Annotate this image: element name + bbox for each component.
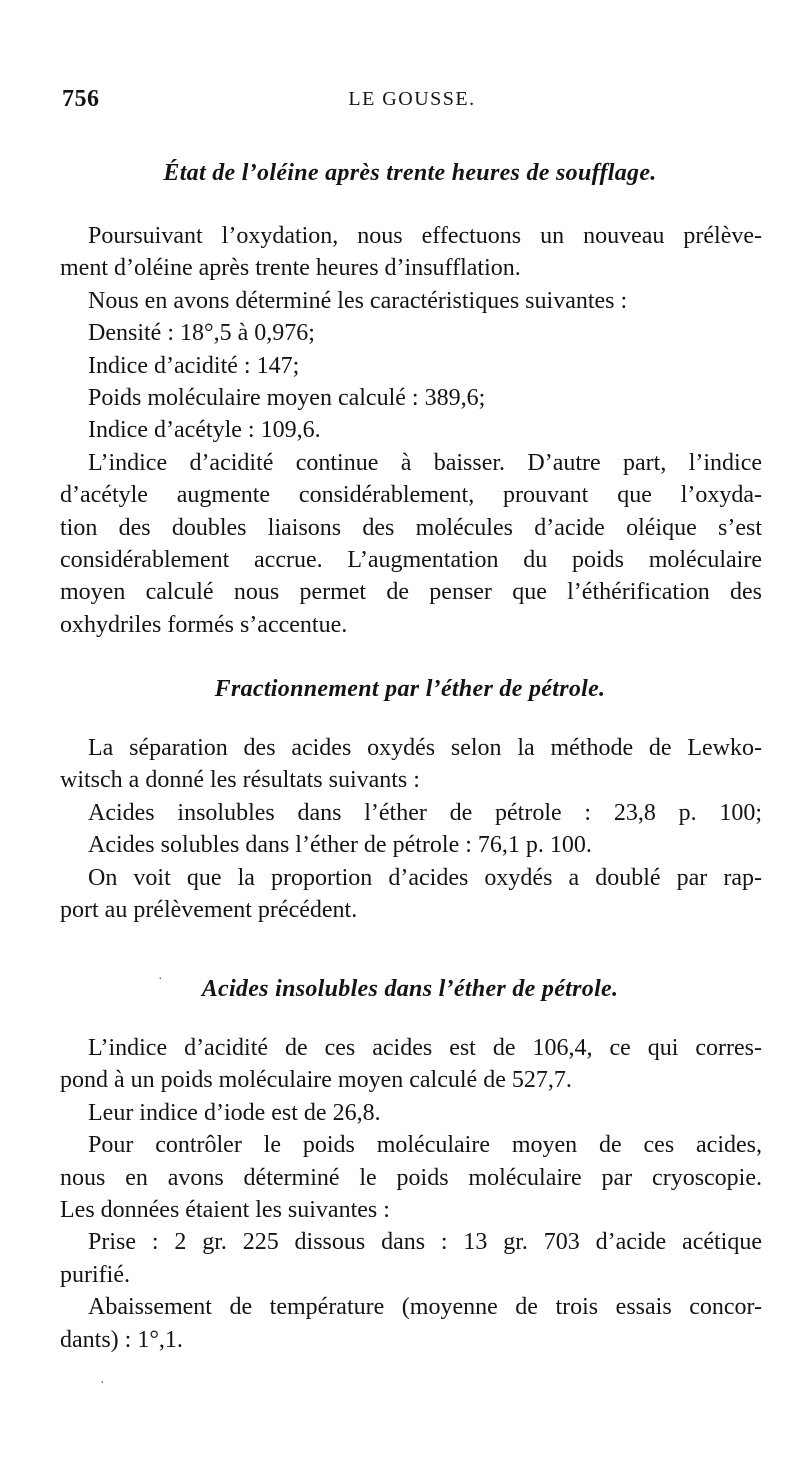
- ink-speck: ·: [100, 1376, 105, 1391]
- text-line: Nous en avons déterminé les caractéristiques suivantes :: [88, 287, 628, 314]
- text-line: Indice d’acidité : 147;: [88, 352, 300, 379]
- text-line: tion des doubles liaisons des molécules d’acide oléique s’est: [60, 514, 762, 541]
- section-fractionnement-body: [60, 732, 762, 926]
- text-line: nous en avons déterminé le poids moléculaire par cryoscopie.: [60, 1164, 762, 1191]
- text-line: Prise : 2 gr. 225 dissous dans : 13 gr. 703 d’acide acétique: [88, 1229, 762, 1256]
- text-line: Acides solubles dans l’éther de pétrole : 76,1 p. 100.: [88, 832, 592, 859]
- text-line: Poids moléculaire moyen calculé : 389,6;: [88, 385, 486, 412]
- text-line: witsch a donné les résultats suivants :: [60, 767, 420, 794]
- ink-speck: ·: [158, 972, 163, 987]
- section-oleine-body: [60, 220, 762, 641]
- text-line: Les données étaient les suivantes :: [60, 1197, 390, 1224]
- text-line: Abaissement de température (moyenne de trois essais concor-: [88, 1294, 762, 1321]
- section-heading-oleine: État de l’oléine après trente heures de soufflage.: [163, 160, 657, 186]
- text-line: On voit que la proportion d’acides oxydés a doublé par rap-: [88, 864, 762, 891]
- text-line: La séparation des acides oxydés selon la méthode de Lewko-: [88, 735, 762, 761]
- text-line: L’indice d’acidité continue à baisser. D’autre part, l’indice: [88, 449, 762, 476]
- text-line: pond à un poids moléculaire moyen calculé de 527,7.: [60, 1067, 572, 1094]
- text-line: L’indice d’acidité de ces acides est de 106,4, ce qui corres-: [88, 1035, 762, 1061]
- text-line: Pour contrôler le poids moléculaire moyen de ces acides,: [88, 1132, 762, 1159]
- page-header: [62, 86, 762, 116]
- text-line: d’acétyle augmente considérablement, prouvant que l’oxyda-: [60, 482, 762, 509]
- text-line: Poursuivant l’oxydation, nous effectuons un nouveau prélève-: [88, 223, 762, 249]
- text-line: oxhydriles formés s’accentue.: [60, 611, 348, 638]
- text-line: moyen calculé nous permet de penser que l’éthérification des: [60, 579, 762, 606]
- running-title: LE GOUSSE.: [348, 88, 476, 110]
- text-line: Acides insolubles dans l’éther de pétrole : 23,8 p. 100;: [88, 799, 762, 826]
- text-line: considérablement accrue. L’augmentation du poids moléculaire: [60, 547, 762, 574]
- text-line: purifié.: [60, 1261, 130, 1288]
- text-line: ment d’oléine après trente heures d’insufflation.: [60, 255, 521, 282]
- text-line: Leur indice d’iode est de 26,8.: [88, 1099, 381, 1126]
- text-line: dants) : 1°,1.: [60, 1326, 183, 1353]
- text-line: port au prélèvement précédent.: [60, 897, 358, 924]
- section-heading-fractionnement: Fractionnement par l’éther de pétrole.: [214, 676, 606, 702]
- section-acides-insolubles-body: [60, 1032, 762, 1356]
- text-line: Indice d’acétyle : 109,6.: [88, 417, 321, 444]
- section-heading-acides-insolubles: Acides insolubles dans l’éther de pétrole.: [201, 976, 619, 1002]
- text-line: Densité : 18°,5 à 0,976;: [88, 320, 315, 347]
- page-number: 756: [62, 86, 100, 112]
